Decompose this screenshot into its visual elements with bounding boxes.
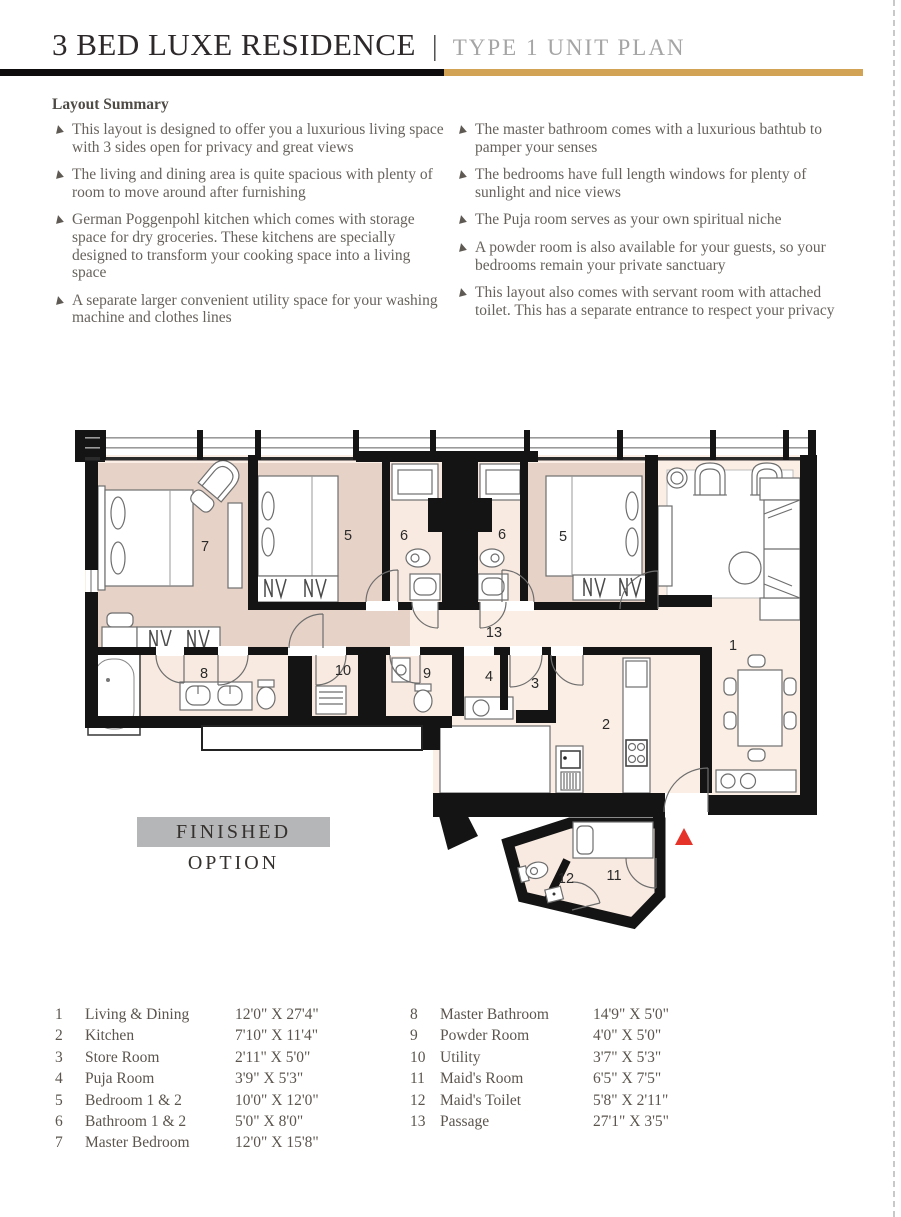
legend-name: Living & Dining — [85, 1006, 190, 1023]
bullet-text: This layout also comes with servant room with attached toilet. This has a separate entrance to respect your privacy — [475, 284, 835, 319]
floor-plan — [60, 418, 840, 958]
toilet-icon — [414, 690, 432, 712]
legend-row — [410, 1025, 740, 1046]
bullet-icon — [54, 295, 64, 305]
room-label-maid-room: 11 — [606, 868, 622, 884]
legend-num: 9 — [410, 1027, 418, 1045]
room-label-master-bath: 8 — [199, 666, 209, 682]
pillow-icon — [111, 542, 125, 574]
sink-icon — [561, 751, 580, 768]
legend-row — [55, 1090, 375, 1111]
room-label-bed1: 5 — [343, 528, 353, 544]
utility-yard — [440, 726, 550, 793]
bed-icon — [258, 476, 338, 576]
page-title: 3 BED LUXE RESIDENCE — [52, 27, 416, 62]
bullet-item — [55, 211, 447, 281]
toilet-icon — [480, 549, 504, 567]
room-label-store: 3 — [530, 676, 540, 692]
legend-name: Maid's Toilet — [440, 1091, 522, 1109]
tv-console-icon — [658, 506, 672, 586]
bench-icon — [107, 613, 133, 627]
legend-num: 12 — [410, 1091, 426, 1109]
legend-name: Kitchen — [85, 1027, 135, 1045]
bullet-item — [458, 121, 860, 156]
chair-icon — [784, 712, 796, 729]
legend-num: 11 — [410, 1070, 425, 1088]
stove-icon — [626, 740, 647, 766]
room-label-passage: 13 — [485, 625, 503, 641]
room-label-living: 1 — [728, 638, 738, 654]
legend-dims: 12'0" X 15'8" — [235, 1134, 319, 1152]
chair-icon — [784, 678, 796, 695]
bullet-text: The master bathroom comes with a luxurious bathtub to pamper your senses — [475, 121, 822, 156]
room-label-utility: 10 — [334, 663, 352, 679]
bullet-item — [458, 239, 860, 274]
bullet-icon — [54, 124, 64, 134]
shower-icon — [392, 464, 438, 500]
legend-row — [410, 1004, 740, 1025]
legend-num: 4 — [55, 1070, 63, 1088]
legend-row — [55, 1004, 375, 1025]
armchair-icon — [693, 463, 727, 495]
finished-option-badge: FINISHED OPTION — [137, 817, 330, 847]
pillow-icon — [577, 826, 593, 854]
legend-dims: 10'0" X 12'0" — [235, 1091, 319, 1109]
bed-icon — [546, 476, 642, 576]
side-table-icon — [667, 468, 687, 488]
bullet-icon — [457, 124, 467, 134]
legend-row — [55, 1025, 375, 1046]
coffee-table-icon — [729, 552, 761, 584]
ledge — [202, 726, 422, 750]
legend-name: Utility — [440, 1048, 481, 1066]
legend-num: 3 — [55, 1048, 63, 1066]
room-label-kitchen: 2 — [601, 717, 611, 733]
page-subtitle: TYPE 1 UNIT PLAN — [452, 35, 686, 60]
legend-num: 2 — [55, 1027, 63, 1045]
bullet-text: The living and dining area is quite spacious with plenty of room to move around after furnishing — [72, 166, 433, 201]
legend-dims: 27'1" X 3'5" — [593, 1113, 669, 1131]
header-divider — [0, 69, 863, 76]
bullet-item — [55, 121, 447, 156]
legend-dims: 14'9" X 5'0" — [593, 1006, 669, 1023]
sideboard-icon — [716, 770, 796, 792]
legend-row — [410, 1047, 740, 1068]
bullet-text: A separate larger convenient utility space for your washing machine and clothes lines — [72, 291, 438, 327]
legend-row — [410, 1111, 740, 1132]
legend-row — [55, 1132, 375, 1153]
chair-icon — [724, 712, 736, 729]
bullet-icon — [457, 287, 467, 297]
bedroom1-furniture — [252, 476, 338, 602]
legend-dims: 5'0" X 8'0" — [235, 1113, 304, 1131]
entrance-marker — [675, 828, 693, 845]
maid-quarters — [508, 822, 660, 923]
legend-name: Master Bathroom — [440, 1006, 549, 1023]
legend-row — [410, 1068, 740, 1089]
sofa-icon — [760, 478, 800, 620]
shower-tray-icon — [316, 686, 346, 714]
summary-right-column — [458, 121, 860, 329]
legend-name: Powder Room — [440, 1027, 530, 1045]
legend-num: 1 — [55, 1006, 63, 1023]
legend-dims: 3'7" X 5'3" — [593, 1048, 662, 1066]
pillow-icon — [262, 492, 274, 520]
dresser-icon — [228, 503, 242, 588]
legend-dims: 2'11" X 5'0" — [235, 1048, 311, 1066]
layout-summary-heading: Layout Summary — [52, 96, 169, 113]
bullet-text: The bedrooms have full length windows for plenty of sunlight and nice views — [475, 166, 807, 201]
legend-right — [410, 1004, 740, 1132]
toilet-icon — [406, 549, 430, 567]
bullet-item — [458, 211, 860, 229]
pillow-icon — [262, 528, 274, 556]
legend-dims: 3'9" X 5'3" — [235, 1070, 304, 1088]
wardrobe-icon — [252, 576, 338, 602]
chair-icon — [724, 678, 736, 695]
room-label-bed2: 5 — [558, 529, 568, 545]
pillow-icon — [626, 492, 638, 520]
bullet-icon — [457, 242, 467, 252]
legend-row — [55, 1111, 375, 1132]
bullet-text: The Puja room serves as your own spiritual niche — [475, 211, 782, 229]
bullet-text: A powder room is also available for your guests, so your bedrooms remain your private sanctuary — [475, 238, 826, 274]
bullet-icon — [54, 215, 64, 225]
legend-row — [410, 1090, 740, 1111]
dining-table-icon — [738, 670, 782, 746]
legend-num: 13 — [410, 1113, 426, 1131]
bullet-icon — [54, 169, 64, 179]
utility-fixtures — [316, 686, 346, 714]
legend-name: Master Bedroom — [85, 1134, 190, 1152]
legend-dims: 5'8" X 2'11" — [593, 1091, 669, 1109]
bullet-item — [458, 284, 860, 319]
kitchen-counter-icon — [623, 658, 650, 793]
basin-icon — [473, 700, 489, 716]
legend-row — [55, 1068, 375, 1089]
bed-headboard-icon — [98, 486, 105, 590]
legend-num: 5 — [55, 1091, 63, 1109]
chair-icon — [748, 655, 765, 667]
room-label-powder: 9 — [422, 666, 432, 682]
header — [52, 27, 686, 63]
legend-name: Bathroom 1 & 2 — [85, 1113, 187, 1131]
legend-dims: 7'10" X 11'4" — [235, 1027, 319, 1045]
wardrobe-icon — [573, 575, 651, 600]
pillow-icon — [111, 497, 125, 529]
bullet-icon — [457, 215, 467, 225]
legend-num: 6 — [55, 1113, 63, 1131]
divider-gold-segment — [444, 69, 863, 76]
chair-icon — [748, 749, 765, 761]
room-label-bath2: 6 — [497, 527, 507, 543]
cistern-icon — [258, 680, 274, 687]
legend-name: Store Room — [85, 1048, 160, 1066]
legend-name: Passage — [440, 1113, 490, 1131]
shower-icon — [480, 464, 526, 500]
bullet-item — [55, 292, 447, 327]
bullet-text: This layout is designed to offer you a luxurious living space with 3 sides open for privacy and great views — [72, 121, 444, 156]
page-edge-dashes — [893, 0, 895, 1217]
title-separator: | — [431, 30, 438, 62]
legend-name: Bedroom 1 & 2 — [85, 1091, 182, 1109]
bullet-text: German Poggenpohl kitchen which comes with storage space for dry groceries. These kitchens are specially designed to transform your cooking space into a living space — [72, 211, 415, 282]
legend-name: Maid's Room — [440, 1070, 524, 1088]
legend-dims: 12'0" X 27'4" — [235, 1006, 319, 1023]
bullet-item — [55, 166, 447, 201]
room-label-master-bed: 7 — [200, 539, 210, 555]
room-label-maid-toilet: 12 — [557, 871, 575, 887]
legend-num: 7 — [55, 1134, 63, 1152]
pillow-icon — [626, 528, 638, 556]
legend-row — [55, 1047, 375, 1068]
toilet-icon — [257, 687, 275, 709]
summary-left-column — [55, 121, 447, 337]
legend-dims: 4'0" X 5'0" — [593, 1027, 662, 1045]
legend-num: 8 — [410, 1006, 418, 1023]
bullet-icon — [457, 169, 467, 179]
legend-num: 10 — [410, 1048, 426, 1066]
room-label-puja: 4 — [484, 669, 494, 685]
legend-left — [55, 1004, 375, 1154]
legend-name: Puja Room — [85, 1070, 155, 1088]
room-label-bath1: 6 — [399, 528, 409, 544]
legend-dims: 6'5" X 7'5" — [593, 1070, 662, 1088]
bullet-item — [458, 166, 860, 201]
divider-black-segment — [0, 69, 444, 76]
